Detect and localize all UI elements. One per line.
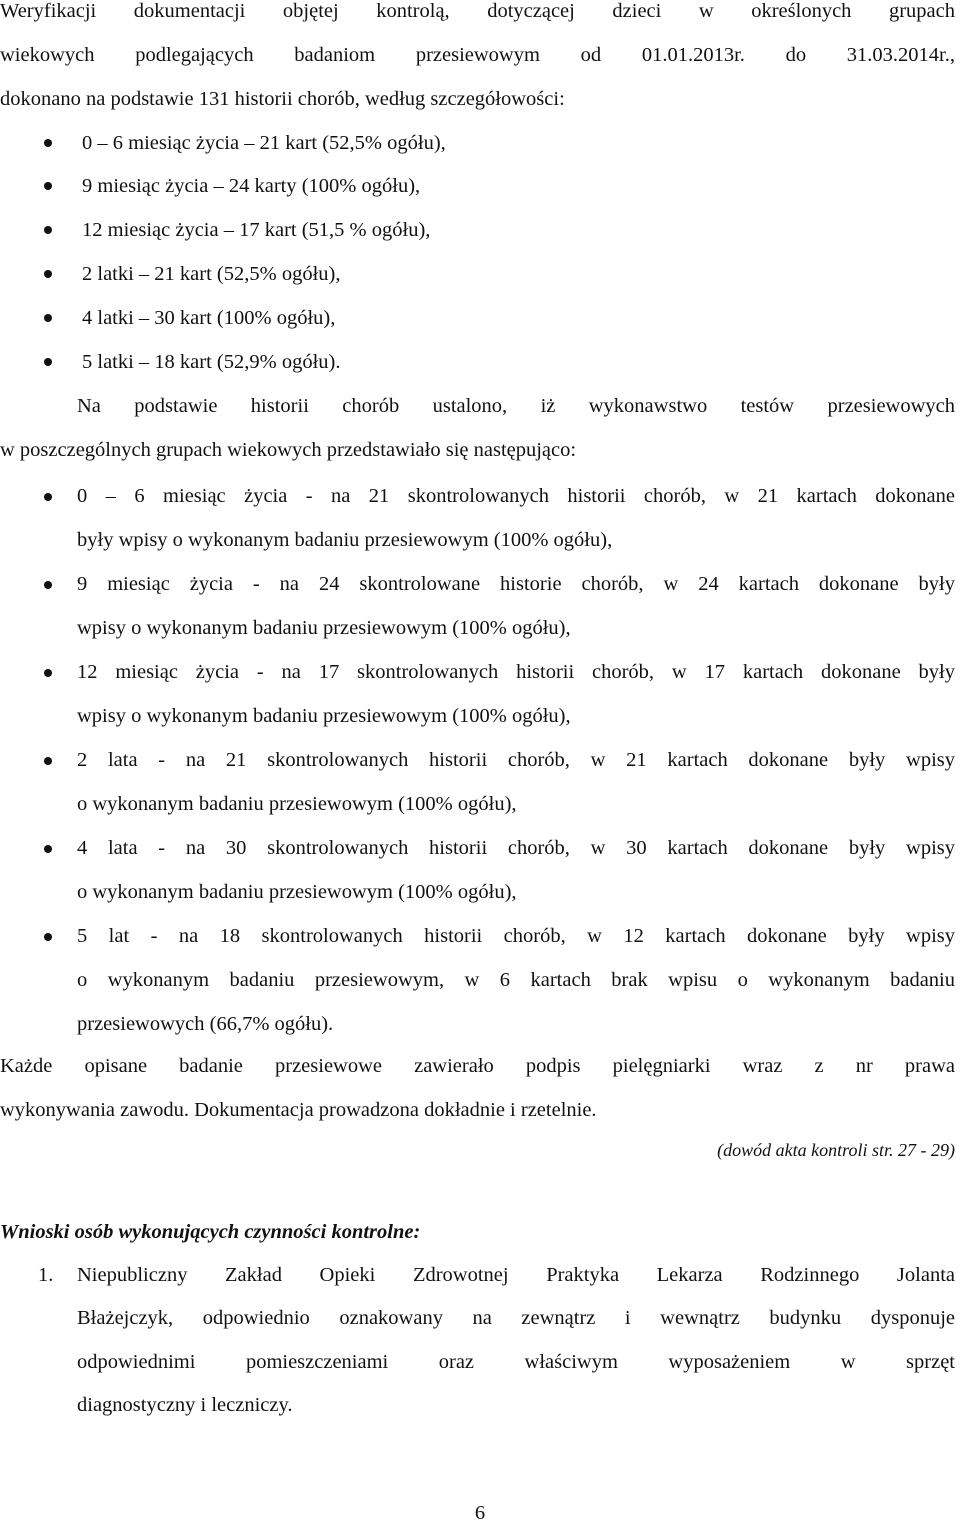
bullet-icon [44, 845, 52, 853]
findings-item-line: wpisy o wykonanym badaniu przesiewowym (100% ogółu), [77, 705, 571, 727]
evidence-reference: (dowód akta kontroli str. 27 - 29) [717, 1140, 955, 1160]
bullet-icon [44, 226, 52, 234]
conclusion-line: odpowiednimi pomieszczeniami oraz właściwym wyposażeniem w sprzęt [77, 1351, 955, 1373]
conclusion-line: Błażejczyk, odpowiednio oznakowany na zewnątrz i wewnątrz budynku dysponuje [77, 1307, 955, 1329]
summary-item: 2 latki – 21 kart (52,5% ogółu), [82, 263, 341, 285]
findings-intro-line-2: w poszczególnych grupach wiekowych przedstawiało się następująco: [0, 439, 577, 461]
conclusion-number: 1. [38, 1264, 54, 1286]
summary-item: 4 latki – 30 kart (100% ogółu), [82, 307, 336, 329]
page-number: 6 [474, 1502, 486, 1524]
bullet-icon [44, 358, 52, 366]
findings-item-line: 9 miesiąc życia - na 24 skontrolowane historie chorób, w 24 kartach dokonane były [77, 573, 955, 595]
findings-item-line: 12 miesiąc życia - na 17 skontrolowanych historii chorób, w 17 kartach dokonane były [77, 661, 955, 683]
bullet-icon [44, 493, 52, 501]
findings-item-line: o wykonanym badaniu przesiewowym (100% ogółu), [77, 881, 517, 903]
bullet-icon [44, 314, 52, 322]
findings-item-line: 5 lat - na 18 skontrolowanych historii chorób, w 12 kartach dokonane były wpisy [77, 925, 955, 947]
bullet-icon [44, 270, 52, 278]
findings-item-line: o wykonanym badaniu przesiewowym, w 6 kartach brak wpisu o wykonanym badaniu [77, 969, 955, 991]
summary-item: 12 miesiąc życia – 17 kart (51,5 % ogółu), [82, 219, 431, 241]
bullet-icon [44, 182, 52, 190]
summary-item: 0 – 6 miesiąc życia – 21 kart (52,5% ogółu), [82, 132, 446, 154]
findings-item-line: były wpisy o wykonanym badaniu przesiewowym (100% ogółu), [77, 529, 613, 551]
bullet-icon [44, 757, 52, 765]
summary-item: 5 latki – 18 kart (52,9% ogółu). [82, 351, 341, 373]
intro-line-1: Weryfikacji dokumentacji objętej kontrolą, dotyczącej dzieci w określonych grupach [0, 0, 955, 22]
conclusion-line: Niepubliczny Zakład Opieki Zdrowotnej Praktyka Lekarza Rodzinnego Jolanta [77, 1264, 955, 1286]
bullet-icon [44, 933, 52, 941]
findings-item-line: wpisy o wykonanym badaniu przesiewowym (100% ogółu), [77, 617, 571, 639]
bullet-icon [44, 669, 52, 677]
findings-intro-line-1: Na podstawie historii chorób ustalono, iż wykonawstwo testów przesiewowych [77, 395, 955, 417]
bullet-icon [44, 139, 52, 147]
findings-item-line: 4 lata - na 30 skontrolowanych historii chorób, w 30 kartach dokonane były wpisy [77, 837, 955, 859]
findings-item-line: o wykonanym badaniu przesiewowym (100% ogółu), [77, 793, 517, 815]
intro-line-2: wiekowych podlegających badaniom przesiewowym od 01.01.2013r. do 31.03.2014r., [0, 44, 955, 66]
closing-line-1: Każde opisane badanie przesiewowe zawierało podpis pielęgniarki wraz z nr prawa [0, 1055, 955, 1077]
closing-line-2: wykonywania zawodu. Dokumentacja prowadzona dokładnie i rzetelnie. [0, 1099, 597, 1121]
findings-item-line: 0 – 6 miesiąc życia - na 21 skontrolowanych historii chorób, w 21 kartach dokonane [77, 485, 955, 507]
bullet-icon [44, 581, 52, 589]
intro-line-3: dokonano na podstawie 131 historii chorób, według szczegółowości: [0, 88, 565, 110]
summary-item: 9 miesiąc życia – 24 karty (100% ogółu), [82, 175, 421, 197]
findings-item-line: przesiewowych (66,7% ogółu). [77, 1013, 334, 1035]
conclusion-line: diagnostyczny i leczniczy. [77, 1394, 293, 1416]
conclusions-heading: Wnioski osób wykonujących czynności kontrolne: [0, 1221, 421, 1243]
findings-item-line: 2 lata - na 21 skontrolowanych historii chorób, w 21 kartach dokonane były wpisy [77, 749, 955, 771]
